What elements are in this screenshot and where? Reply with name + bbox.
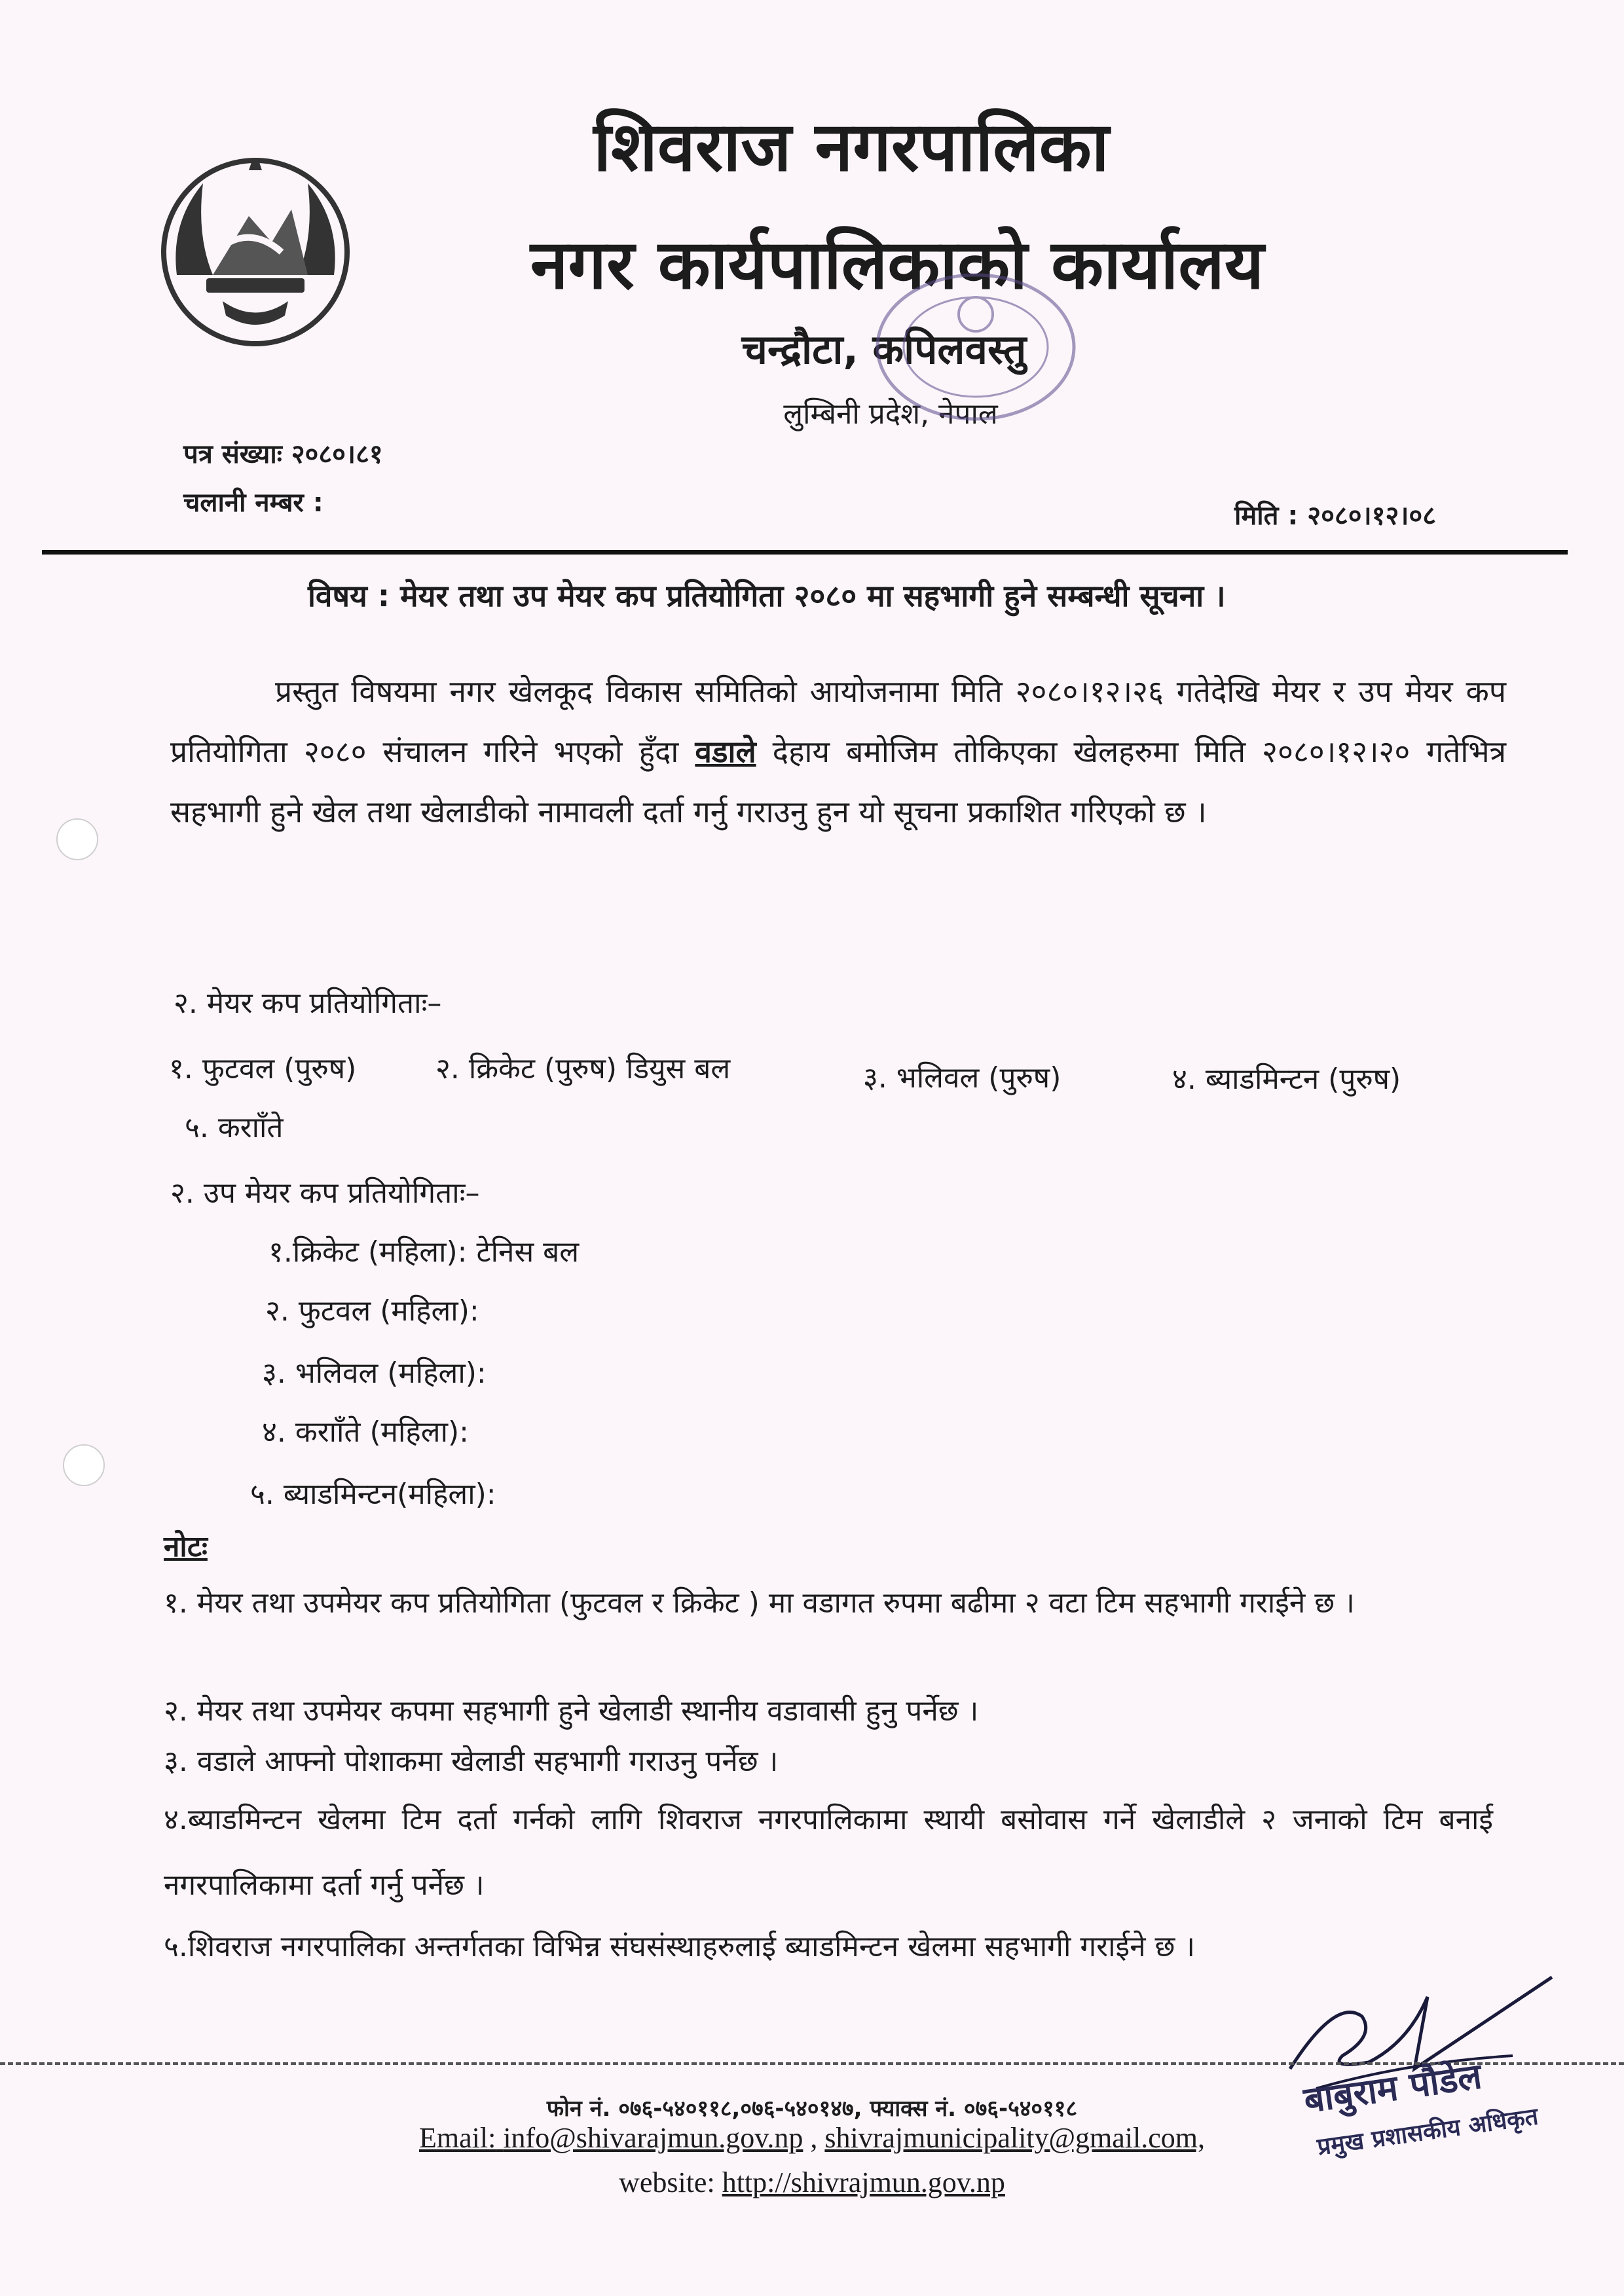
office-location: चन्द्रौटा, कपिलवस्तु: [741, 325, 1027, 373]
note-item: ४.ब्याडमिन्टन खेलमा टिम दर्ता गर्नको लागि शिवराज नगरपालिकामा स्थायी बसोवास गर्ने खेलाडीले २ जनाको टिम बनाई नगरपालिकामा दर्ता गर्नु पर्नेछ ।: [164, 1803, 1493, 1902]
note-item: ३. वडाले आफ्नो पोशाकमा खेलाडी सहभागी गराउनु पर्नेछ ।: [164, 1745, 779, 1778]
header-divider: [42, 550, 1568, 555]
letter-date: मिति : २०८०।१२।०८: [1234, 501, 1437, 531]
office-province: लुम्बिनी प्रदेश, नेपाल: [783, 397, 998, 431]
footer-website-line: [0, 2166, 1624, 2199]
punch-hole: [63, 1444, 105, 1486]
dispatch-number: चलानी नम्बर :: [183, 488, 323, 518]
mayor-cup-item: ३. भलिवल (पुरुष): [863, 1061, 1061, 1095]
letter-number: पत्र संख्याः २०८०।८१: [183, 439, 383, 469]
deputy-cup-item: ४. करााँते (महिला):: [262, 1415, 469, 1449]
email-label: Email:: [419, 2122, 496, 2154]
footer-phone: फोन नं. ०७६-५४०११८,०७६-५४०१४७, फ्याक्स नं. ०७६-५४०११८: [546, 2096, 1078, 2122]
mayor-cup-item: २. क्रिकेट (पुरुष) डियुस बल: [435, 1052, 731, 1085]
footer-email-line: [0, 2121, 1624, 2155]
note-item: २. मेयर तथा उपमेयर कपमा सहभागी हुने खेलाडी स्थानीय वडावासी हुनु पर्नेछ ।: [164, 1694, 979, 1728]
deputy-cup-item: ५. ब्याडमिन्टन(महिला):: [250, 1478, 496, 1511]
signatory-title: प्रमुख प्रशासकीय अधिकृत: [1316, 2103, 1540, 2161]
body-underlined-word: वडाले: [695, 734, 756, 769]
website-link[interactable]: http://shivrajmun.gov.np: [722, 2166, 1005, 2198]
mayor-cup-item: १. फुटवल (पुरुष): [169, 1052, 357, 1085]
mayor-cup-item: ५. करााँते: [185, 1111, 284, 1144]
deputy-cup-item: २. फुटवल (महिला):: [265, 1294, 479, 1328]
deputy-cup-item: ३. भलिवल (महिला):: [262, 1357, 487, 1390]
body-text-part1: प्रस्तुत विषयमा नगर खेलकूद विकास समितिको आयोजनामा मिति २०८०।१२।२६ गतेदेखि मेयर र उप मेयर कप प्रतियोगिता २०८० संचालन गरिने भएको हुँदा: [170, 674, 1506, 769]
organization-name: शिवराज नगरपालिका: [593, 107, 1109, 187]
email-link-secondary[interactable]: shivrajmunicipality@gmail.com,: [824, 2122, 1205, 2154]
official-stamp: [864, 262, 1087, 432]
body-text-part2: देहाय बमोजिम तोकिएका खेलहरुमा मिति २०८०।१२।२० गतेभित्र सहभागी हुने खेल तथा खेलाडीको नामावली दर्ता गर्नु गराउनु हुन यो सूचना प्रकाशित गरिएको छ ।: [170, 734, 1507, 829]
deputy-cup-item: १.क्रिकेट (महिला): टेनिस बल: [268, 1235, 580, 1269]
email-separator: ,: [810, 2122, 818, 2154]
subject-line: विषय : मेयर तथा उप मेयर कप प्रतियोगिता २०८० मा सहभागी हुने सम्बन्धी सूचना ।: [308, 578, 1226, 613]
deputy-cup-heading: २. उप मेयर कप प्रतियोगिताः–: [170, 1176, 480, 1210]
body-paragraph: [170, 661, 1506, 842]
email-address: info@shivarajmun.gov.np: [503, 2122, 803, 2154]
note-item: ५.शिवराज नगरपालिका अन्तर्गतका विभिन्न संघसंस्थाहरुलाई ब्याडमिन्टन खेलमा सहभागी गराईने छ ।: [164, 1930, 1196, 1963]
punch-hole: [56, 818, 98, 860]
website-label: website:: [619, 2166, 715, 2198]
note-item: १. मेयर तथा उपमेयर कप प्रतियोगिता (फुटवल र क्रिकेट ) मा वडागत रुपमा बढीमा २ वटा टिम सहभागी गराईने छ ।: [164, 1586, 1355, 1620]
notes-heading: नोटः: [164, 1530, 208, 1563]
mayor-cup-item: ४. ब्याडमिन्टन (पुरुष): [1172, 1063, 1401, 1096]
email-link[interactable]: [419, 2122, 803, 2154]
mayor-cup-heading: २. मेयर कप प्रतियोगिताः–: [174, 987, 442, 1020]
office-name: नगर कार्यपालिकाको कार्यालय: [530, 225, 1264, 304]
signatory-name: बाबुराम पौडेल: [1301, 2055, 1485, 2121]
